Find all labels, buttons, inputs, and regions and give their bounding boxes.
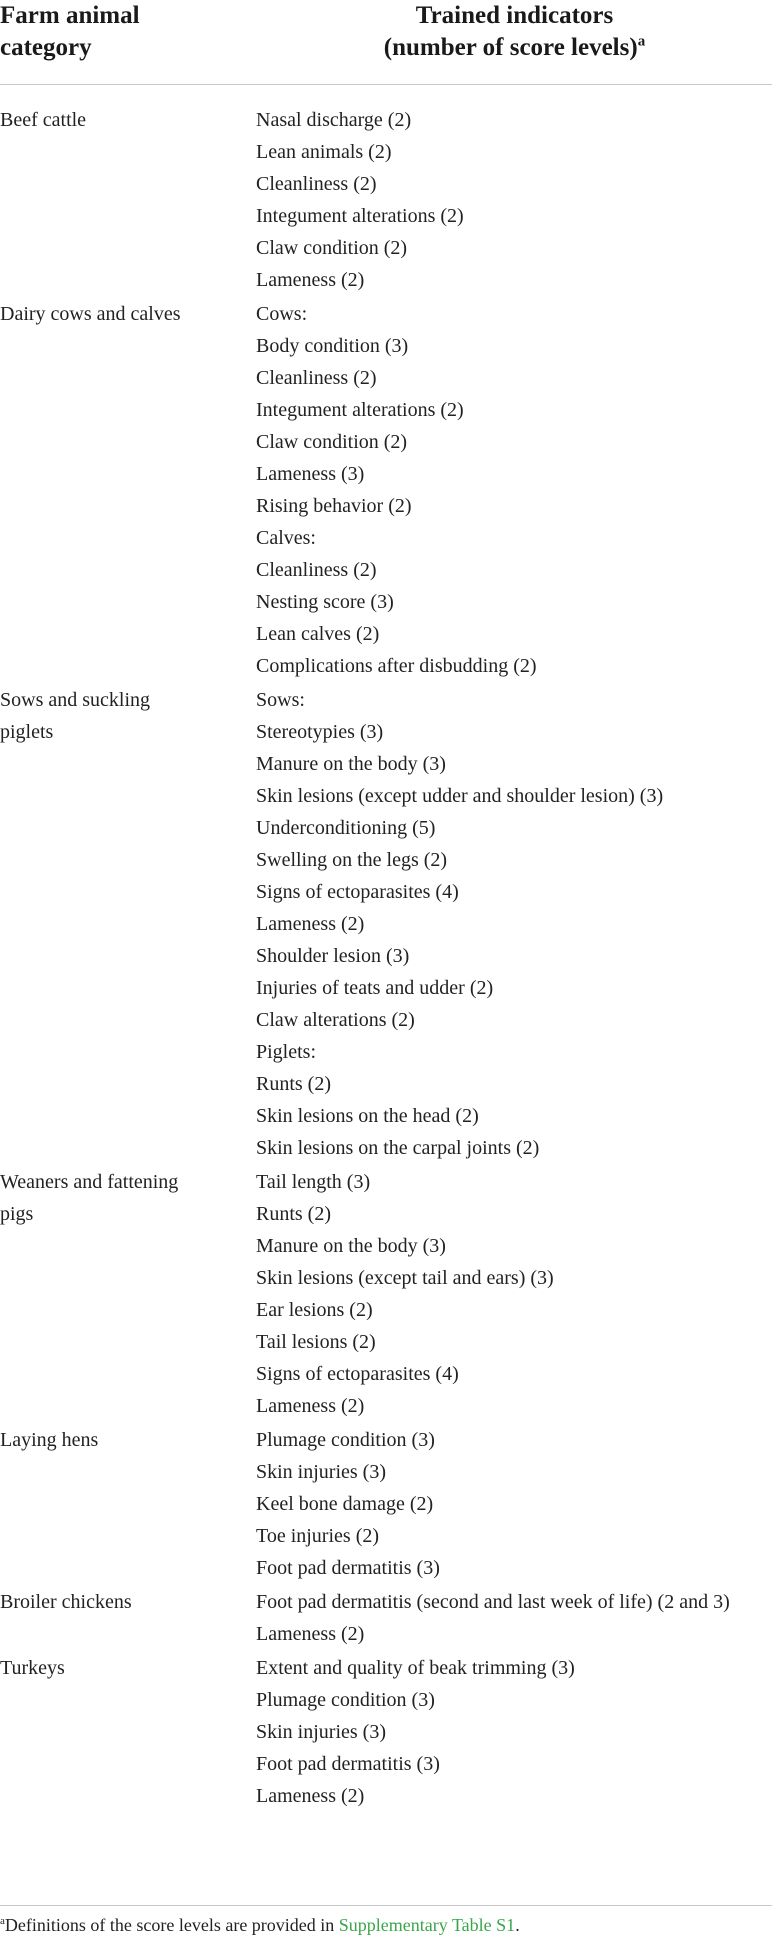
category-cell: Turkeys bbox=[0, 1657, 65, 1679]
indicator-item: Plumage condition (3) bbox=[256, 1689, 435, 1711]
indicators-cell bbox=[256, 298, 772, 682]
indicator-item: Cleanliness (2) bbox=[256, 367, 377, 389]
indicators-cell bbox=[256, 1166, 772, 1422]
indicator-item: Cows: bbox=[256, 303, 308, 325]
indicator-item: Injuries of teats and udder (2) bbox=[256, 977, 494, 999]
indicator-item: Plumage condition (3) bbox=[256, 1429, 435, 1451]
indicators-cell bbox=[256, 1652, 772, 1812]
table-header bbox=[0, 0, 772, 82]
indicator-item: Body condition (3) bbox=[256, 335, 409, 357]
indicator-item: Cleanliness (2) bbox=[256, 559, 377, 581]
indicator-item: Foot pad dermatitis (second and last week of life) (2 and 3) bbox=[256, 1591, 730, 1613]
indicator-item: Piglets: bbox=[256, 1041, 317, 1063]
table-row bbox=[0, 298, 772, 682]
indicator-item: Lean calves (2) bbox=[256, 623, 380, 645]
indicator-item: Lameness (2) bbox=[256, 1623, 365, 1645]
indicator-item: Sows: bbox=[256, 689, 305, 711]
indicator-item: Lameness (2) bbox=[256, 269, 365, 291]
indicator-item: Skin lesions on the head (2) bbox=[256, 1105, 479, 1127]
supplementary-table-link[interactable]: Supplementary Table S1 bbox=[338, 1915, 516, 1935]
indicator-item: Tail length (3) bbox=[256, 1171, 371, 1193]
table-row bbox=[0, 1586, 772, 1650]
indicator-item: Extent and quality of beak trimming (3) bbox=[256, 1657, 575, 1679]
indicator-item: Nasal discharge (2) bbox=[256, 109, 412, 131]
indicator-item: Claw alterations (2) bbox=[256, 1009, 415, 1031]
header-divider bbox=[0, 84, 772, 85]
header-footnote-marker: a bbox=[637, 33, 646, 50]
indicator-item: Foot pad dermatitis (3) bbox=[256, 1557, 440, 1579]
category-cell: Laying hens bbox=[0, 1429, 99, 1451]
footnote-marker: a bbox=[0, 1915, 5, 1927]
indicator-item: Claw condition (2) bbox=[256, 237, 408, 259]
indicator-item: Integument alterations (2) bbox=[256, 399, 464, 421]
indicator-item: Tail lesions (2) bbox=[256, 1331, 376, 1353]
indicator-item: Integument alterations (2) bbox=[256, 205, 464, 227]
table-row bbox=[0, 1652, 772, 1812]
table-row bbox=[0, 684, 772, 1164]
category-cell: Dairy cows and calves bbox=[0, 303, 181, 325]
header-trained-indicators: Trained indicators (number of score levels)$^a$ bbox=[383, 2, 646, 61]
indicator-item: Manure on the body (3) bbox=[256, 1235, 446, 1257]
indicator-item: Calves: bbox=[256, 527, 316, 549]
indicator-item: Rising behavior (2) bbox=[256, 495, 412, 517]
table-row bbox=[0, 104, 772, 296]
category-cell: Beef cattle bbox=[0, 109, 87, 131]
header-farm-animal-category: Farm animal category bbox=[0, 2, 140, 61]
indicator-item: Ear lesions (2) bbox=[256, 1299, 373, 1321]
table-body bbox=[0, 104, 772, 1812]
indicator-item: Signs of ectoparasites (4) bbox=[256, 1363, 459, 1385]
footer-divider bbox=[0, 1905, 772, 1906]
indicator-item: Underconditioning (5) bbox=[256, 817, 436, 839]
indicator-item: Lameness (2) bbox=[256, 913, 365, 935]
indicator-item: Toe injuries (2) bbox=[256, 1525, 380, 1547]
indicator-item: Signs of ectoparasites (4) bbox=[256, 881, 459, 903]
indicator-item: Cleanliness (2) bbox=[256, 173, 377, 195]
table-row bbox=[0, 1424, 772, 1584]
indicator-item: Runts (2) bbox=[256, 1203, 331, 1225]
indicator-item: Stereotypies (3) bbox=[256, 721, 384, 743]
indicator-item: Lameness (3) bbox=[256, 463, 365, 485]
category-cell: Weaners and fattening pigs bbox=[0, 1171, 179, 1225]
indicators-cell bbox=[256, 1586, 772, 1650]
indicator-item: Skin injuries (3) bbox=[256, 1721, 386, 1743]
indicators-cell bbox=[256, 104, 772, 296]
indicator-item: Lean animals (2) bbox=[256, 141, 392, 163]
indicator-item: Complications after disbudding (2) bbox=[256, 655, 537, 677]
indicator-item: Skin lesions on the carpal joints (2) bbox=[256, 1137, 540, 1159]
indicator-item: Lameness (2) bbox=[256, 1785, 365, 1807]
indicator-item: Manure on the body (3) bbox=[256, 753, 446, 775]
indicator-item: Swelling on the legs (2) bbox=[256, 849, 448, 871]
indicators-cell bbox=[256, 684, 772, 1164]
indicator-item: Skin lesions (except tail and ears) (3) bbox=[256, 1267, 554, 1289]
category-cell: Sows and suckling piglets bbox=[0, 689, 150, 743]
indicator-item: Skin injuries (3) bbox=[256, 1461, 386, 1483]
table-footnote: $^a$Definitions of the score levels are provided in Supplementary Table S1. bbox=[0, 1915, 520, 1935]
indicator-item: Runts (2) bbox=[256, 1073, 331, 1095]
indicator-item: Claw condition (2) bbox=[256, 431, 408, 453]
indicator-item: Nesting score (3) bbox=[256, 591, 394, 613]
indicators-cell bbox=[256, 1424, 772, 1584]
indicator-item: Lameness (2) bbox=[256, 1395, 365, 1417]
table-row bbox=[0, 1166, 772, 1422]
category-cell: Broiler chickens bbox=[0, 1591, 132, 1613]
indicator-item: Skin lesions (except udder and shoulder lesion) (3) bbox=[256, 785, 664, 807]
indicator-item: Shoulder lesion (3) bbox=[256, 945, 410, 967]
indicator-item: Foot pad dermatitis (3) bbox=[256, 1753, 440, 1775]
indicator-item: Keel bone damage (2) bbox=[256, 1493, 434, 1515]
